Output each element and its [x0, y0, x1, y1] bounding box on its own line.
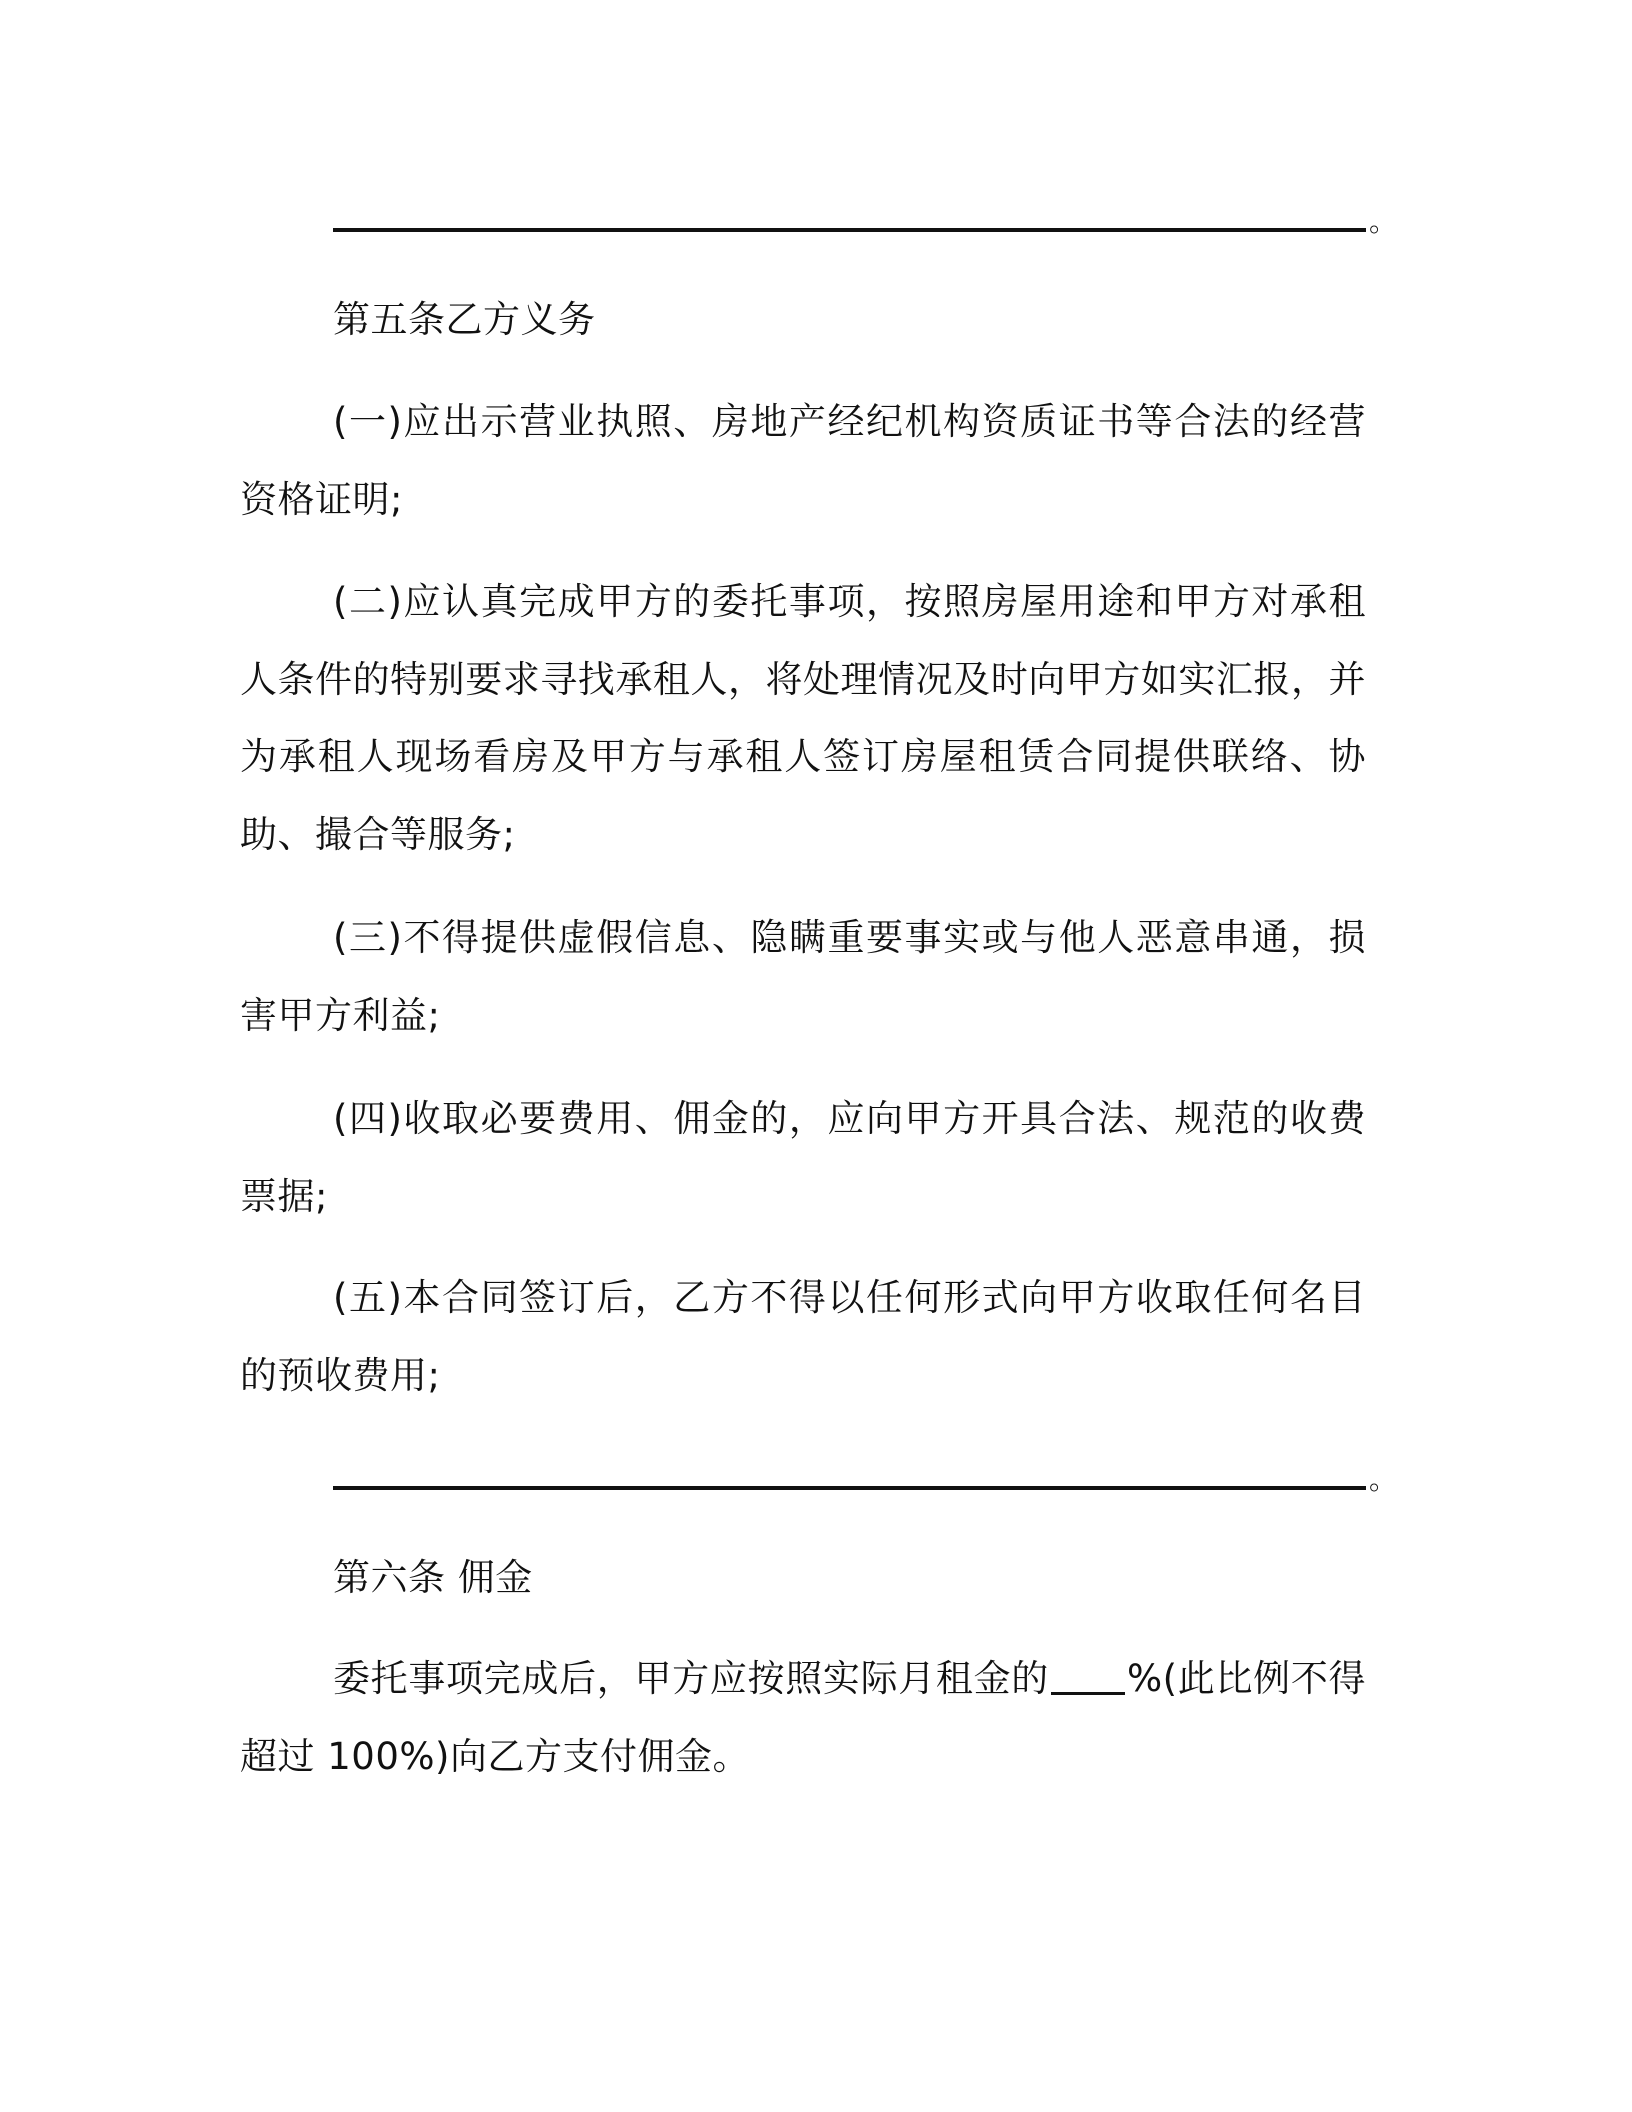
article-6-title: 第六条 佣金 — [333, 1556, 533, 1599]
article-5-item-1: (一)应出示营业执照、房地产经纪机构资质证书等合法的经营资格证明; — [240, 400, 1366, 521]
percentage-blank[interactable] — [1051, 1656, 1125, 1695]
line-end-period: 。 — [1369, 205, 1398, 238]
article-5-title: 第五条乙方义务 — [333, 298, 596, 341]
article-5-item-3: (三)不得提供虚假信息、隐瞒重要事实或与他人恶意串通，损害甲方利益; — [240, 916, 1366, 1037]
underline-blank — [333, 228, 1366, 232]
commission-text-after: %(此比例不得超过 100%)向乙方支付佣金。 — [240, 1657, 1367, 1778]
article-5-item-4: (四)收取必要费用、佣金的，应向甲方开具合法、规范的收费票据; — [240, 1097, 1366, 1218]
article-6-commission-text — [240, 1640, 1366, 1795]
line-end-period: 。 — [1369, 1463, 1398, 1496]
article-5-item-2: (二)应认真完成甲方的委托事项，按照房屋用途和甲方对承租人条件的特别要求寻找承租人，将处理情况及时向甲方如实汇报，并为承租人现场看房及甲方与承租人签订房屋租赁合同提供联络、协助、撮合等服务; — [240, 580, 1366, 856]
article-5-item-5: (五)本合同签订后，乙方不得以任何形式向甲方收取任何名目的预收费用; — [240, 1276, 1366, 1397]
commission-text-before: 委托事项完成后，甲方应按照实际月租金的 — [333, 1657, 1049, 1700]
underline-blank — [333, 1486, 1366, 1490]
